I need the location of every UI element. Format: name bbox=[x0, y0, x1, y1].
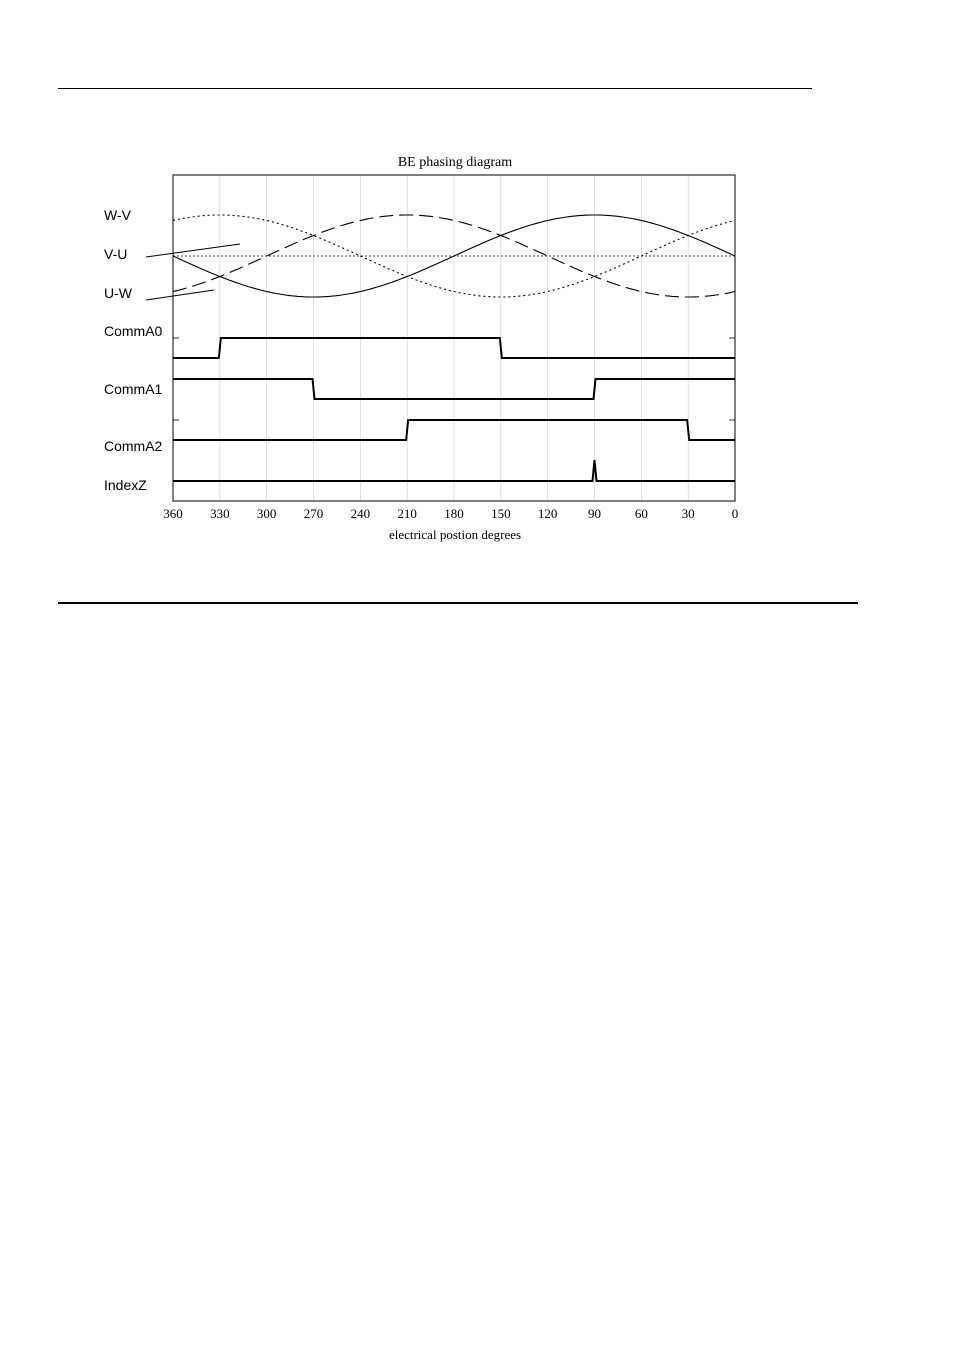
phasing-chart bbox=[0, 0, 954, 600]
x-tick-label: 90 bbox=[588, 506, 601, 521]
v-u-pointer bbox=[146, 244, 240, 257]
x-tick-label: 120 bbox=[537, 506, 558, 521]
x-tick-label: 60 bbox=[634, 506, 648, 521]
x-tick-label: 270 bbox=[303, 506, 324, 521]
x-tick-labels bbox=[163, 506, 738, 521]
u-w-pointer bbox=[146, 290, 214, 300]
signal-label-comma1: CommA1 bbox=[104, 381, 163, 397]
footer-rule bbox=[58, 602, 858, 604]
x-tick-label: 240 bbox=[350, 506, 371, 521]
signal-label-w-v: W-V bbox=[104, 207, 131, 223]
x-tick-label: 180 bbox=[444, 506, 464, 521]
x-tick-label: 0 bbox=[731, 506, 739, 521]
x-tick-label: 30 bbox=[681, 506, 695, 521]
chart-title: BE phasing diagram bbox=[397, 155, 513, 170]
signal-label-u-w: U-W bbox=[104, 285, 132, 301]
x-tick-label: 150 bbox=[491, 506, 511, 521]
x-axis-label: electrical postion degrees bbox=[388, 527, 522, 542]
x-tick-label: 210 bbox=[397, 506, 417, 521]
signal-labels bbox=[104, 207, 163, 493]
signal-label-indexz: IndexZ bbox=[104, 477, 147, 493]
x-tick-label: 330 bbox=[210, 506, 230, 521]
signal-label-comma0: CommA0 bbox=[104, 323, 163, 339]
x-tick-label: 360 bbox=[163, 506, 183, 521]
signal-label-comma2: CommA2 bbox=[104, 438, 163, 454]
x-tick-label: 300 bbox=[256, 506, 277, 521]
signal-label-v-u: V-U bbox=[104, 246, 128, 262]
